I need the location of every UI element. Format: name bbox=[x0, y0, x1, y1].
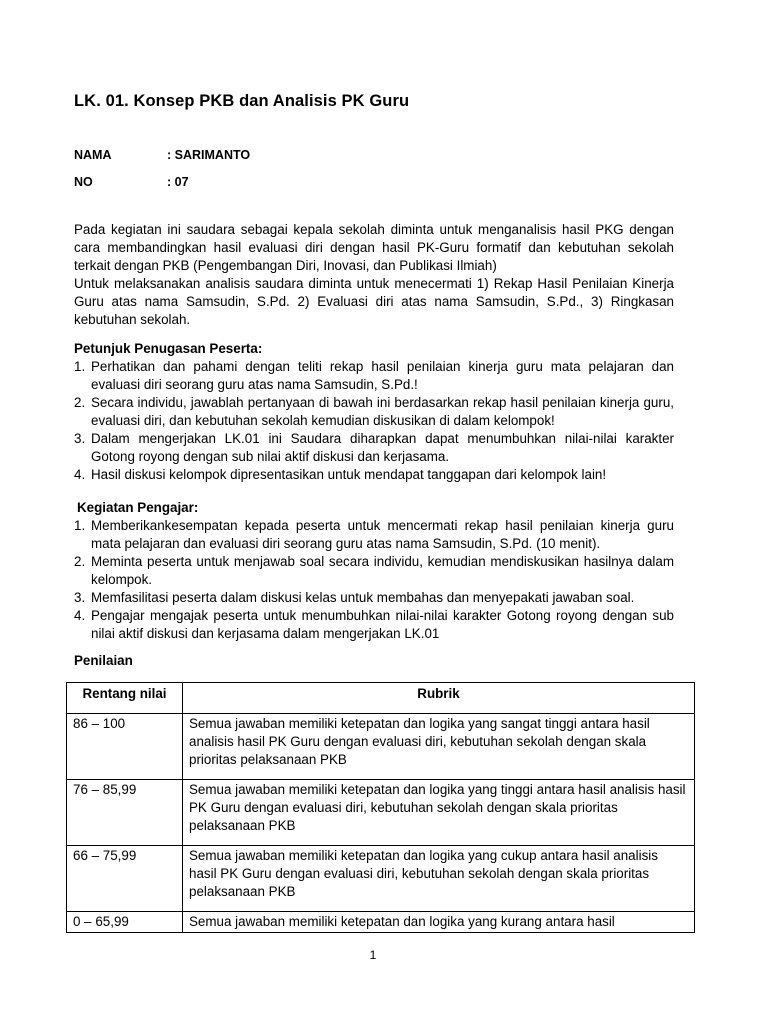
penilaian-heading: Penilaian bbox=[74, 653, 133, 668]
list-text: Memberikankesempatan kepada peserta untuk mencermati rekap hasil penilaian kinerja guru mata pelajaran dan evaluasi diri seorang guru atas nama Samsudin, S.Pd. (10 menit). bbox=[91, 518, 674, 551]
table-row bbox=[67, 780, 695, 846]
rubrik-cell: Semua jawaban memiliki ketepatan dan logika yang sangat tinggi antara hasil analisis hasil PK Guru dengan evaluasi diri, kebutuhan sekolah dengan skala prioritas pelaksanaan PKB bbox=[183, 714, 695, 780]
list-number: 3. bbox=[74, 431, 86, 446]
number-value: : 07 bbox=[167, 175, 189, 189]
list-number: 4. bbox=[74, 608, 86, 623]
list-number: 4. bbox=[74, 467, 86, 482]
number-label: NO bbox=[74, 175, 93, 189]
list-item bbox=[74, 607, 674, 643]
list-item bbox=[74, 358, 674, 394]
range-cell: 66 – 75,99 bbox=[67, 846, 183, 912]
name-value: : SARIMANTO bbox=[167, 148, 251, 162]
list-item bbox=[74, 589, 674, 607]
table-row bbox=[67, 714, 695, 780]
list-item bbox=[74, 553, 674, 589]
list-number: 2. bbox=[74, 554, 86, 569]
petunjuk-list bbox=[74, 358, 674, 484]
list-text: Perhatikan dan pahami dengan teliti rekap hasil penilaian kinerja guru mata pelajaran dan evaluasi diri seorang guru atas nama Samsudin, S.Pd.! bbox=[91, 359, 674, 392]
kegiatan-list bbox=[74, 517, 674, 643]
intro-paragraph-1: Pada kegiatan ini saudara sebagai kepala sekolah diminta untuk menganalisis hasil PKG dengan cara membandingkan hasil evaluasi diri dengan hasil PK-Guru formatif dan kebutuhan sekolah terkait dengan PKB (Pengembangan Diri, Inovasi, dan Publikasi Ilmiah) bbox=[74, 222, 674, 273]
list-number: 3. bbox=[74, 590, 86, 605]
rubrik-cell: Semua jawaban memiliki ketepatan dan logika yang tinggi antara hasil analisis hasil PK Guru dengan evaluasi diri, kebutuhan sekolah dengan skala prioritas pelaksanaan PKB bbox=[183, 780, 695, 846]
rubrik-cell: Semua jawaban memiliki ketepatan dan logika yang kurang antara hasil bbox=[183, 912, 695, 933]
intro-text bbox=[74, 221, 674, 329]
petunjuk-heading: Petunjuk Penugasan Peserta: bbox=[74, 341, 263, 356]
kegiatan-heading: Kegiatan Pengajar: bbox=[77, 500, 199, 515]
petunjuk-section bbox=[74, 340, 674, 484]
list-text: Memfasilitasi peserta dalam diskusi kelas untuk membahas dan menyepakati jawaban soal. bbox=[91, 590, 635, 605]
list-text: Dalam mengerjakan LK.01 ini Saudara diharapkan dapat menumbuhkan nilai-nilai karakter Gotong royong dengan sub nilai aktif diskusi dan kerjasama. bbox=[91, 431, 674, 464]
range-column-header: Rentang nilai bbox=[67, 683, 183, 714]
list-number: 1. bbox=[74, 518, 86, 533]
range-cell: 0 – 65,99 bbox=[67, 912, 183, 933]
list-text: Pengajar mengajak peserta untuk menumbuhkan nilai-nilai karakter Gotong royong dengan sub nilai aktif diskusi dan kerjasama dalam mengerjakan LK.01 bbox=[91, 608, 674, 641]
list-item bbox=[74, 517, 674, 553]
name-label: NAMA bbox=[74, 148, 112, 162]
list-number: 2. bbox=[74, 395, 86, 410]
page-title: LK. 01. Konsep PKB dan Analisis PK Guru bbox=[74, 92, 410, 110]
list-text: Hasil diskusi kelompok dipresentasikan untuk mendapat tanggapan dari kelompok lain! bbox=[91, 467, 607, 482]
table-row bbox=[67, 846, 695, 912]
table-header-row bbox=[67, 683, 695, 714]
list-item bbox=[74, 430, 674, 466]
table-row bbox=[67, 912, 695, 933]
kegiatan-section bbox=[74, 499, 674, 643]
rubric-table bbox=[66, 682, 695, 933]
list-number: 1. bbox=[74, 359, 86, 374]
rubrik-cell: Semua jawaban memiliki ketepatan dan logika yang cukup antara hasil analisis hasil PK Guru dengan evaluasi diri, kebutuhan sekolah dengan skala prioritas pelaksanaan PKB bbox=[183, 846, 695, 912]
list-item bbox=[74, 394, 674, 430]
range-cell: 86 – 100 bbox=[67, 714, 183, 780]
range-cell: 76 – 85,99 bbox=[67, 780, 183, 846]
list-text: Secara individu, jawablah pertanyaan di bawah ini berdasarkan rekap hasil penilaian kinerja guru, evaluasi diri, dan kebutuhan sekolah kemudian diskusikan di dalam kelompok! bbox=[91, 395, 674, 428]
list-item bbox=[74, 466, 674, 484]
page-number: 1 bbox=[369, 948, 377, 962]
rubrik-column-header: Rubrik bbox=[183, 683, 695, 714]
intro-paragraph-2: Untuk melaksanakan analisis saudara diminta untuk menecermati 1) Rekap Hasil Penilaian Kinerja Guru atas nama Samsudin, S.Pd. 2) Evaluasi diri atas nama Samsudin, S.Pd., 3) Ringkasan kebutuhan sekolah. bbox=[74, 276, 674, 327]
list-text: Meminta peserta untuk menjawab soal secara individu, kemudian mendiskusikan hasilnya dalam kelompok. bbox=[91, 554, 674, 587]
